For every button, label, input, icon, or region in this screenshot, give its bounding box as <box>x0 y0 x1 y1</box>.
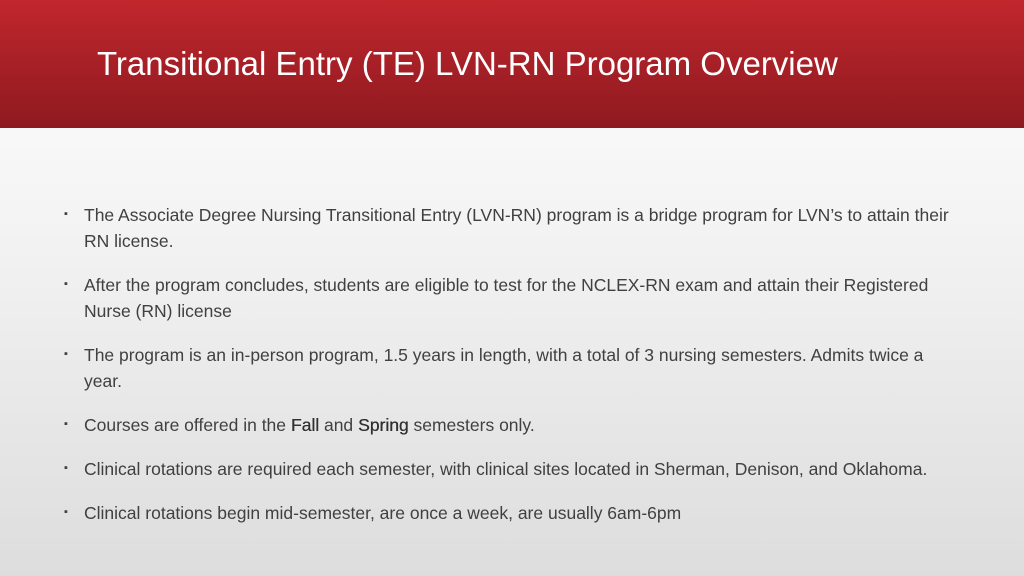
bullet-marker-icon: ▪ <box>64 418 68 430</box>
spring-term-label: Spring <box>358 415 409 435</box>
bullet-item <box>62 500 962 526</box>
bullet-text: After the program concludes, students are eligible to test for the NCLEX-RN exam and attain their Registered Nurse (RN) license <box>84 275 929 321</box>
bullet-item <box>62 456 962 482</box>
bullet-text-part: Courses are offered in the <box>84 415 291 435</box>
bullet-item <box>62 412 962 438</box>
bullet-text <box>84 415 535 435</box>
slide-title: Transitional Entry (TE) LVN-RN Program Overview <box>97 45 838 82</box>
title-banner <box>0 0 1024 128</box>
bullet-item <box>62 202 962 254</box>
bullet-item <box>62 342 962 394</box>
bullet-text: Clinical rotations are required each semester, with clinical sites located in Sherman, Denison, and Oklahoma. <box>84 459 928 479</box>
bullet-list <box>62 202 962 544</box>
bullet-marker-icon: ▪ <box>64 506 68 518</box>
bullet-item <box>62 272 962 324</box>
bullet-marker-icon: ▪ <box>64 208 68 220</box>
bullet-marker-icon: ▪ <box>64 462 68 474</box>
bullet-text: Clinical rotations begin mid-semester, are once a week, are usually 6am-6pm <box>84 503 682 523</box>
bullet-text: The Associate Degree Nursing Transitional Entry (LVN-RN) program is a bridge program for LVN’s to attain their RN license. <box>84 205 949 251</box>
bullet-text-part: and <box>319 415 359 435</box>
bullet-text-part: semesters only. <box>408 415 535 435</box>
bullet-marker-icon: ▪ <box>64 348 68 360</box>
bullet-marker-icon: ▪ <box>64 278 68 290</box>
bullet-text: The program is an in-person program, 1.5 years in length, with a total of 3 nursing semesters. Admits twice a year. <box>84 345 924 391</box>
fall-term-label: Fall <box>290 415 320 435</box>
